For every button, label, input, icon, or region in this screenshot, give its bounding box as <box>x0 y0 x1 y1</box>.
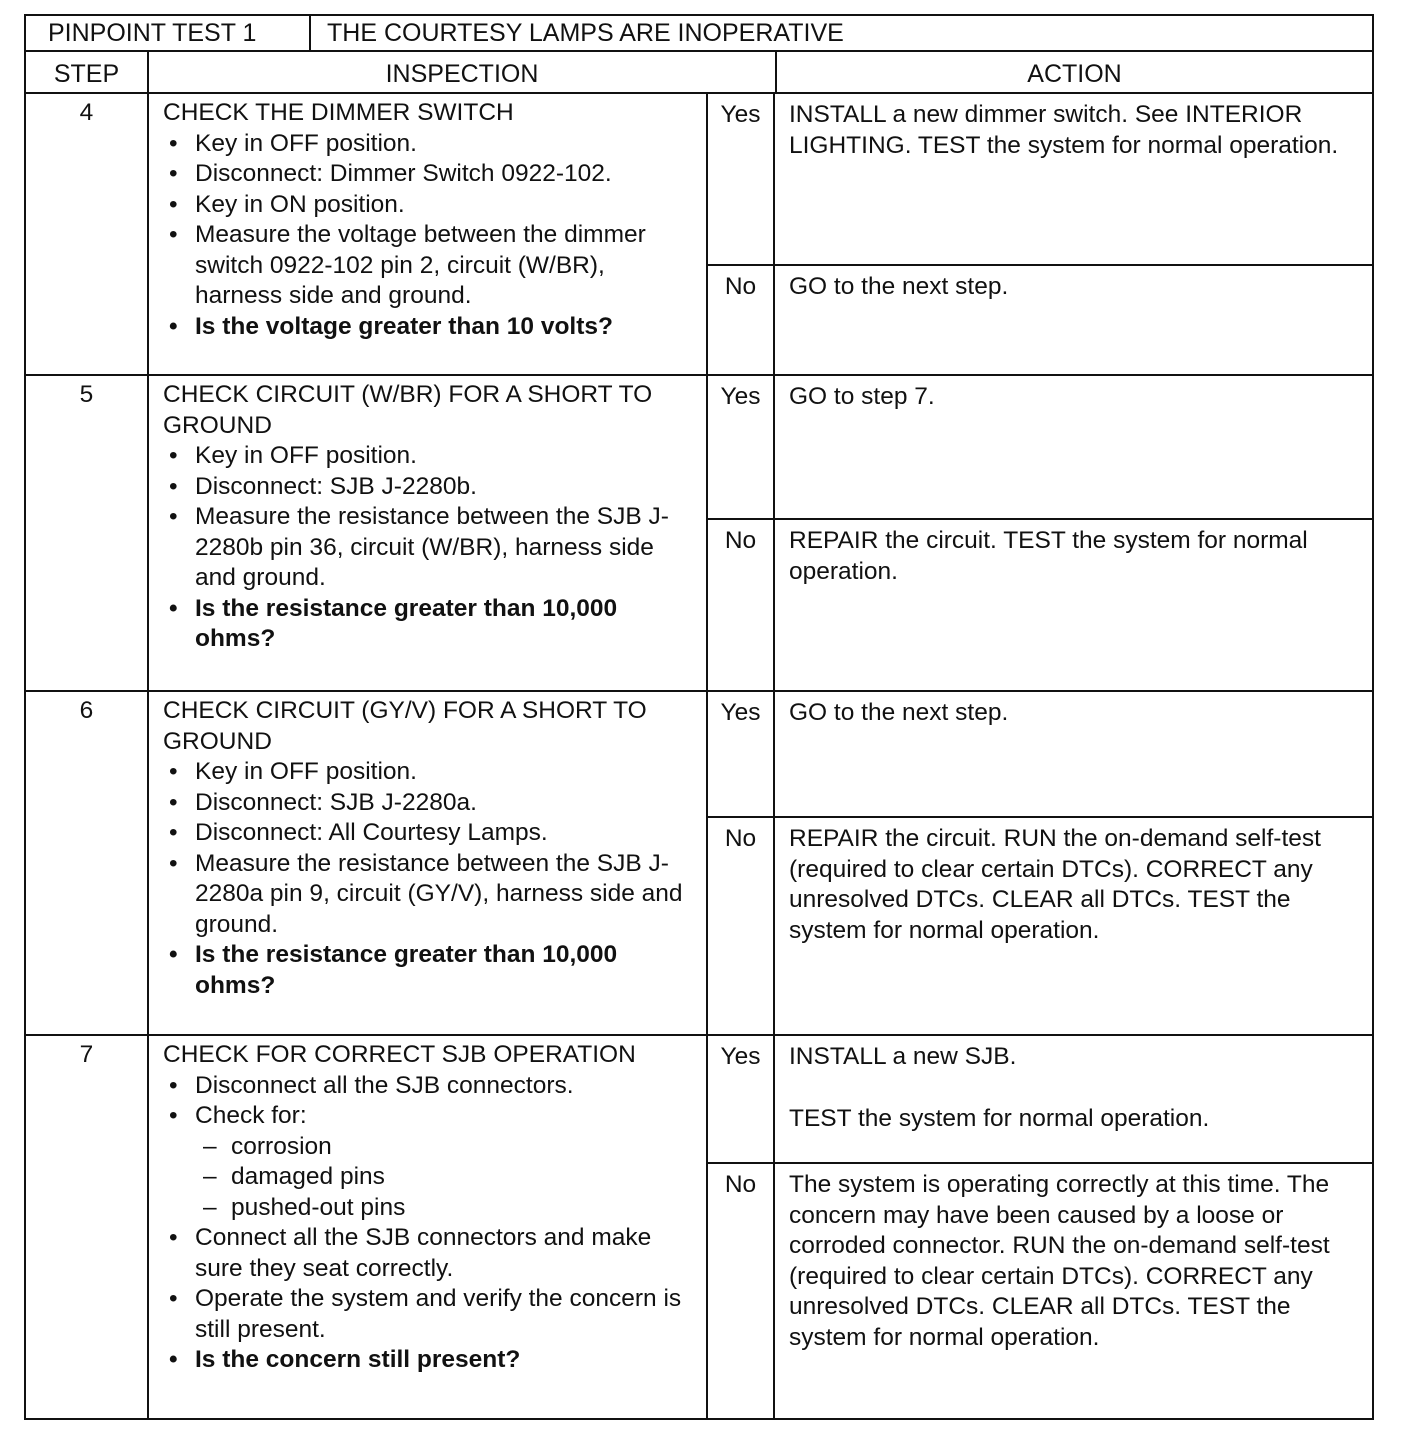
test-label: PINPOINT TEST 1 <box>26 16 311 50</box>
step-title: CHECK THE DIMMER SWITCH <box>163 99 514 126</box>
step-title: CHECK CIRCUIT (W/BR) FOR A SHORT TO GROUND <box>163 381 653 439</box>
list-item: • Disconnect: Dimmer Switch 0922-102. <box>163 159 696 190</box>
action-column <box>773 376 1372 690</box>
no-label: No <box>708 518 773 690</box>
list-item: • Key in ON position. <box>163 190 696 221</box>
list-item: • Check for: <box>163 1101 696 1132</box>
list-item: • Operate the system and verify the concern is still present. <box>163 1284 696 1345</box>
list-item: • Key in OFF position. <box>163 441 696 472</box>
step-number: 7 <box>79 1041 94 1068</box>
inspection-cell <box>147 1036 706 1418</box>
sub-list-item: – damaged pins <box>163 1162 696 1193</box>
no-label: No <box>708 1162 773 1418</box>
answer-column <box>706 692 773 1034</box>
step-number: 6 <box>79 697 94 724</box>
column-header-step: STEP <box>53 59 120 88</box>
yes-label: Yes <box>720 101 761 128</box>
step-row-4 <box>24 94 1374 376</box>
inspection-cell <box>147 376 706 690</box>
no-action: The system is operating correctly at this time. The concern may have been caused by a loose or corroded connector. RUN the on-demand self-test (required to clear certain DTCs). CORRECT any unresolved DTCs. CLEAR all DTCs. TEST the system for normal operation. <box>775 1162 1372 1418</box>
yes-action-cell <box>775 1036 1372 1162</box>
yes-action: GO to the next step. <box>789 699 1009 726</box>
yes-label: Yes <box>720 383 761 410</box>
column-header-inspection: INSPECTION <box>147 52 775 92</box>
list-item: • Key in OFF position. <box>163 129 696 160</box>
answer-column <box>706 1036 773 1418</box>
column-headers <box>24 52 1374 94</box>
yes-label: Yes <box>720 1043 761 1070</box>
no-label: No <box>708 264 773 374</box>
inspection-question: • Is the resistance greater than 10,000 ohms? <box>163 594 696 655</box>
sub-list-item: – corrosion <box>163 1132 696 1163</box>
column-header-action: ACTION <box>775 52 1372 92</box>
step-title: CHECK FOR CORRECT SJB OPERATION <box>163 1041 636 1068</box>
step-row-6 <box>24 692 1374 1036</box>
inspection-question: • Is the concern still present? <box>163 1345 696 1376</box>
action-column <box>773 692 1372 1034</box>
test-title: THE COURTESY LAMPS ARE INOPERATIVE <box>327 18 844 47</box>
no-action: REPAIR the circuit. RUN the on-demand self-test (required to clear certain DTCs). CORRECT any unresolved DTCs. CLEAR all DTCs. TEST the system for normal operation. <box>775 816 1372 1034</box>
table-title-bar <box>24 14 1374 52</box>
inspection-question: • Is the resistance greater than 10,000 ohms? <box>163 940 696 1001</box>
list-item: • Key in OFF position. <box>163 757 696 788</box>
list-item: • Measure the voltage between the dimmer switch 0922-102 pin 2, circuit (W/BR), harness side and ground. <box>163 220 696 312</box>
sub-list-item: – pushed-out pins <box>163 1193 696 1224</box>
action-column <box>773 94 1372 374</box>
inspection-cell <box>147 94 706 374</box>
list-item: • Disconnect: SJB J-2280a. <box>163 788 696 819</box>
answer-column <box>706 94 773 374</box>
no-action: GO to the next step. <box>775 264 1372 374</box>
inspection-question: • Is the voltage greater than 10 volts? <box>163 312 696 343</box>
answer-column <box>706 376 773 690</box>
inspection-cell <box>147 692 706 1034</box>
list-item: • Connect all the SJB connectors and make sure they seat correctly. <box>163 1223 696 1284</box>
yes-action: INSTALL a new dimmer switch. See INTERIOR LIGHTING. TEST the system for normal operation. <box>789 101 1339 159</box>
pinpoint-test-table <box>24 14 1374 1420</box>
list-item: • Disconnect: SJB J-2280b. <box>163 472 696 503</box>
yes-label: Yes <box>720 699 761 726</box>
step-number: 5 <box>79 381 94 408</box>
inspection-list <box>163 129 696 343</box>
action-column <box>773 1036 1372 1418</box>
list-item: • Measure the resistance between the SJB J-2280a pin 9, circuit (GY/V), harness side and ground. <box>163 849 696 941</box>
step-row-7 <box>24 1036 1374 1420</box>
inspection-list <box>163 1071 696 1376</box>
list-item: • Measure the resistance between the SJB J-2280b pin 36, circuit (W/BR), harness side and ground. <box>163 502 696 594</box>
step-title: CHECK CIRCUIT (GY/V) FOR A SHORT TO GROUND <box>163 697 647 755</box>
no-action: REPAIR the circuit. TEST the system for normal operation. <box>775 518 1372 690</box>
step-row-5 <box>24 376 1374 692</box>
no-label: No <box>708 816 773 1034</box>
list-item: • Disconnect all the SJB connectors. <box>163 1071 696 1102</box>
list-item: • Disconnect: All Courtesy Lamps. <box>163 818 696 849</box>
step-number: 4 <box>79 99 94 126</box>
yes-action: INSTALL a new SJB. <box>789 1043 1017 1070</box>
yes-action-followup: TEST the system for normal operation. <box>789 1104 1210 1132</box>
yes-action: GO to step 7. <box>789 383 935 410</box>
inspection-list <box>163 757 696 1001</box>
inspection-list <box>163 441 696 655</box>
